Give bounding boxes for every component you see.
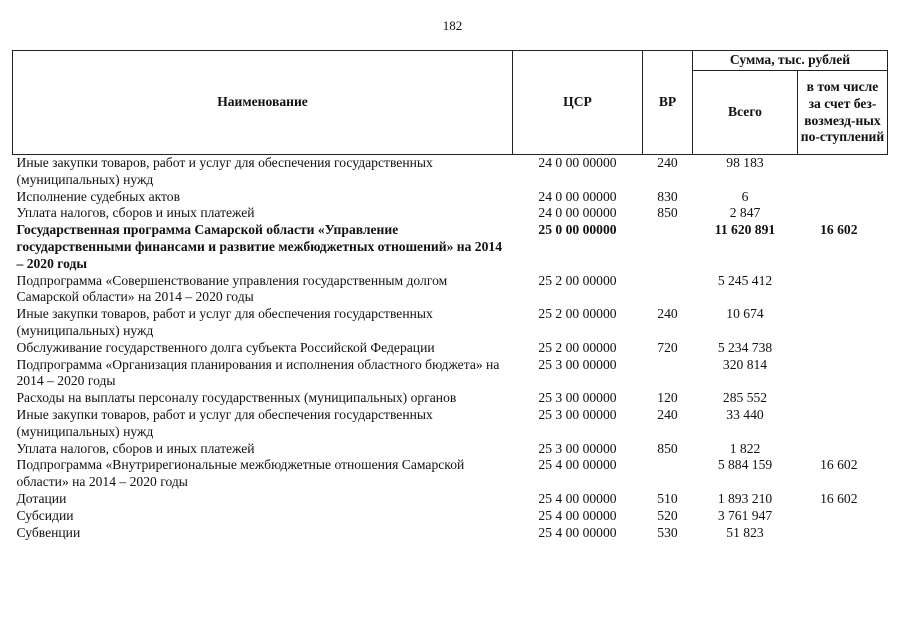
table-row [13, 306, 888, 340]
table-row [13, 457, 888, 491]
row-vr [643, 273, 693, 307]
row-csr: 25 3 00 00000 [538, 356, 617, 372]
row-vr: 850 [657, 205, 678, 221]
header-vr: ВР [643, 51, 693, 155]
row-total: 1 822 [729, 440, 761, 456]
row-extra [798, 390, 888, 407]
table-body [13, 155, 888, 542]
row-extra [798, 155, 888, 189]
table-row [13, 340, 888, 357]
header-name: Наименование [13, 51, 513, 155]
header-total: Всего [693, 71, 798, 155]
row-extra [798, 306, 888, 340]
row-vr [643, 457, 693, 491]
row-name: Подпрограмма «Совершенствование управления государственным долгом Самарской области» на 2014 – 2020 годы [16, 272, 448, 305]
row-csr: 24 0 00 00000 [538, 155, 617, 170]
row-csr: 25 2 00 00000 [538, 272, 617, 288]
budget-table [12, 50, 888, 541]
row-extra [798, 525, 888, 542]
row-name: Подпрограмма «Организация планирования и исполнения областного бюджета» на 2014 – 2020 годы [16, 356, 500, 389]
row-total: 51 823 [726, 524, 764, 540]
row-extra [798, 189, 888, 206]
row-extra [798, 508, 888, 525]
row-name: Дотации [16, 490, 67, 506]
header-csr: ЦСР [513, 51, 643, 155]
row-name: Государственная программа Самарской области «Управление государственными финансами и развитие межбюджетных отношений» на 2014 – 2020 годы [16, 222, 502, 271]
row-vr: 510 [657, 490, 678, 506]
row-csr: 25 3 00 00000 [538, 390, 617, 406]
table-row [13, 508, 888, 525]
row-name: Исполнение судебных актов [16, 188, 181, 204]
row-vr: 830 [657, 188, 678, 204]
row-extra: 16 602 [820, 457, 858, 473]
row-csr: 25 0 00 00000 [538, 222, 617, 238]
row-csr: 24 0 00 00000 [538, 205, 617, 221]
header-amount: Сумма, тыс. рублей [693, 51, 888, 71]
page-number: 182 [442, 18, 463, 33]
row-total: 285 552 [722, 390, 768, 406]
row-total: 320 814 [722, 356, 768, 372]
row-extra [798, 273, 888, 307]
row-vr: 520 [657, 507, 678, 523]
row-name: Обслуживание государственного долга субъекта Российской Федерации [16, 339, 435, 355]
row-total: 11 620 891 [714, 222, 776, 238]
row-extra [798, 357, 888, 391]
row-vr: 120 [657, 390, 678, 406]
row-extra [798, 205, 888, 222]
table-row [13, 525, 888, 542]
row-vr: 240 [657, 155, 678, 170]
row-name: Уплата налогов, сборов и иных платежей [16, 440, 255, 456]
table-header [13, 51, 888, 155]
table-row [13, 222, 888, 272]
row-csr: 25 2 00 00000 [538, 306, 617, 322]
row-total: 6 [741, 188, 749, 204]
row-csr: 25 3 00 00000 [538, 406, 617, 422]
table-row [13, 155, 888, 189]
row-extra [798, 407, 888, 441]
row-name: Иные закупки товаров, работ и услуг для обеспечения государственных (муниципальных) нужд [16, 406, 433, 439]
table-row [13, 273, 888, 307]
row-extra [798, 441, 888, 458]
row-total: 33 440 [726, 406, 764, 422]
row-csr: 25 4 00 00000 [538, 457, 617, 473]
row-csr: 25 3 00 00000 [538, 440, 617, 456]
row-vr: 240 [657, 406, 678, 422]
row-name: Расходы на выплаты персоналу государственных (муниципальных) органов [16, 390, 457, 406]
row-vr [643, 222, 693, 272]
row-vr: 240 [657, 306, 678, 322]
table-row [13, 205, 888, 222]
row-name: Субвенции [16, 524, 81, 540]
row-csr: 25 4 00 00000 [538, 490, 617, 506]
table-row [13, 441, 888, 458]
row-total: 1 893 210 [717, 490, 773, 506]
row-vr: 720 [657, 339, 678, 355]
row-total: 98 183 [726, 155, 764, 170]
table-row [13, 491, 888, 508]
row-csr: 25 4 00 00000 [538, 507, 617, 523]
row-extra [798, 340, 888, 357]
table-row [13, 407, 888, 441]
row-total: 3 761 947 [717, 507, 773, 523]
row-extra: 16 602 [820, 490, 858, 506]
row-total: 5 245 412 [717, 272, 773, 288]
row-name: Субсидии [16, 507, 74, 523]
table-row [13, 189, 888, 206]
row-csr: 24 0 00 00000 [538, 188, 617, 204]
row-vr: 530 [657, 524, 678, 540]
table-row [13, 357, 888, 391]
table-row [13, 390, 888, 407]
row-total: 5 884 159 [717, 457, 773, 473]
row-name: Уплата налогов, сборов и иных платежей [16, 205, 255, 221]
row-total: 10 674 [726, 306, 764, 322]
row-name: Иные закупки товаров, работ и услуг для обеспечения государственных (муниципальных) нужд [16, 155, 433, 187]
row-name: Иные закупки товаров, работ и услуг для обеспечения государственных (муниципальных) нужд [16, 306, 433, 338]
row-csr: 25 2 00 00000 [538, 339, 617, 355]
header-extra: в том числе за счет без-возмезд-ных по-ступлений [798, 71, 888, 155]
row-vr [643, 357, 693, 391]
row-csr: 25 4 00 00000 [538, 524, 617, 540]
row-extra: 16 602 [820, 222, 858, 238]
row-total: 5 234 738 [717, 339, 773, 355]
row-vr: 850 [657, 440, 678, 456]
row-name: Подпрограмма «Внутрирегиональные межбюджетные отношения Самарской области» на 2014 – 2020 годы [16, 457, 465, 490]
row-total: 2 847 [729, 205, 761, 221]
